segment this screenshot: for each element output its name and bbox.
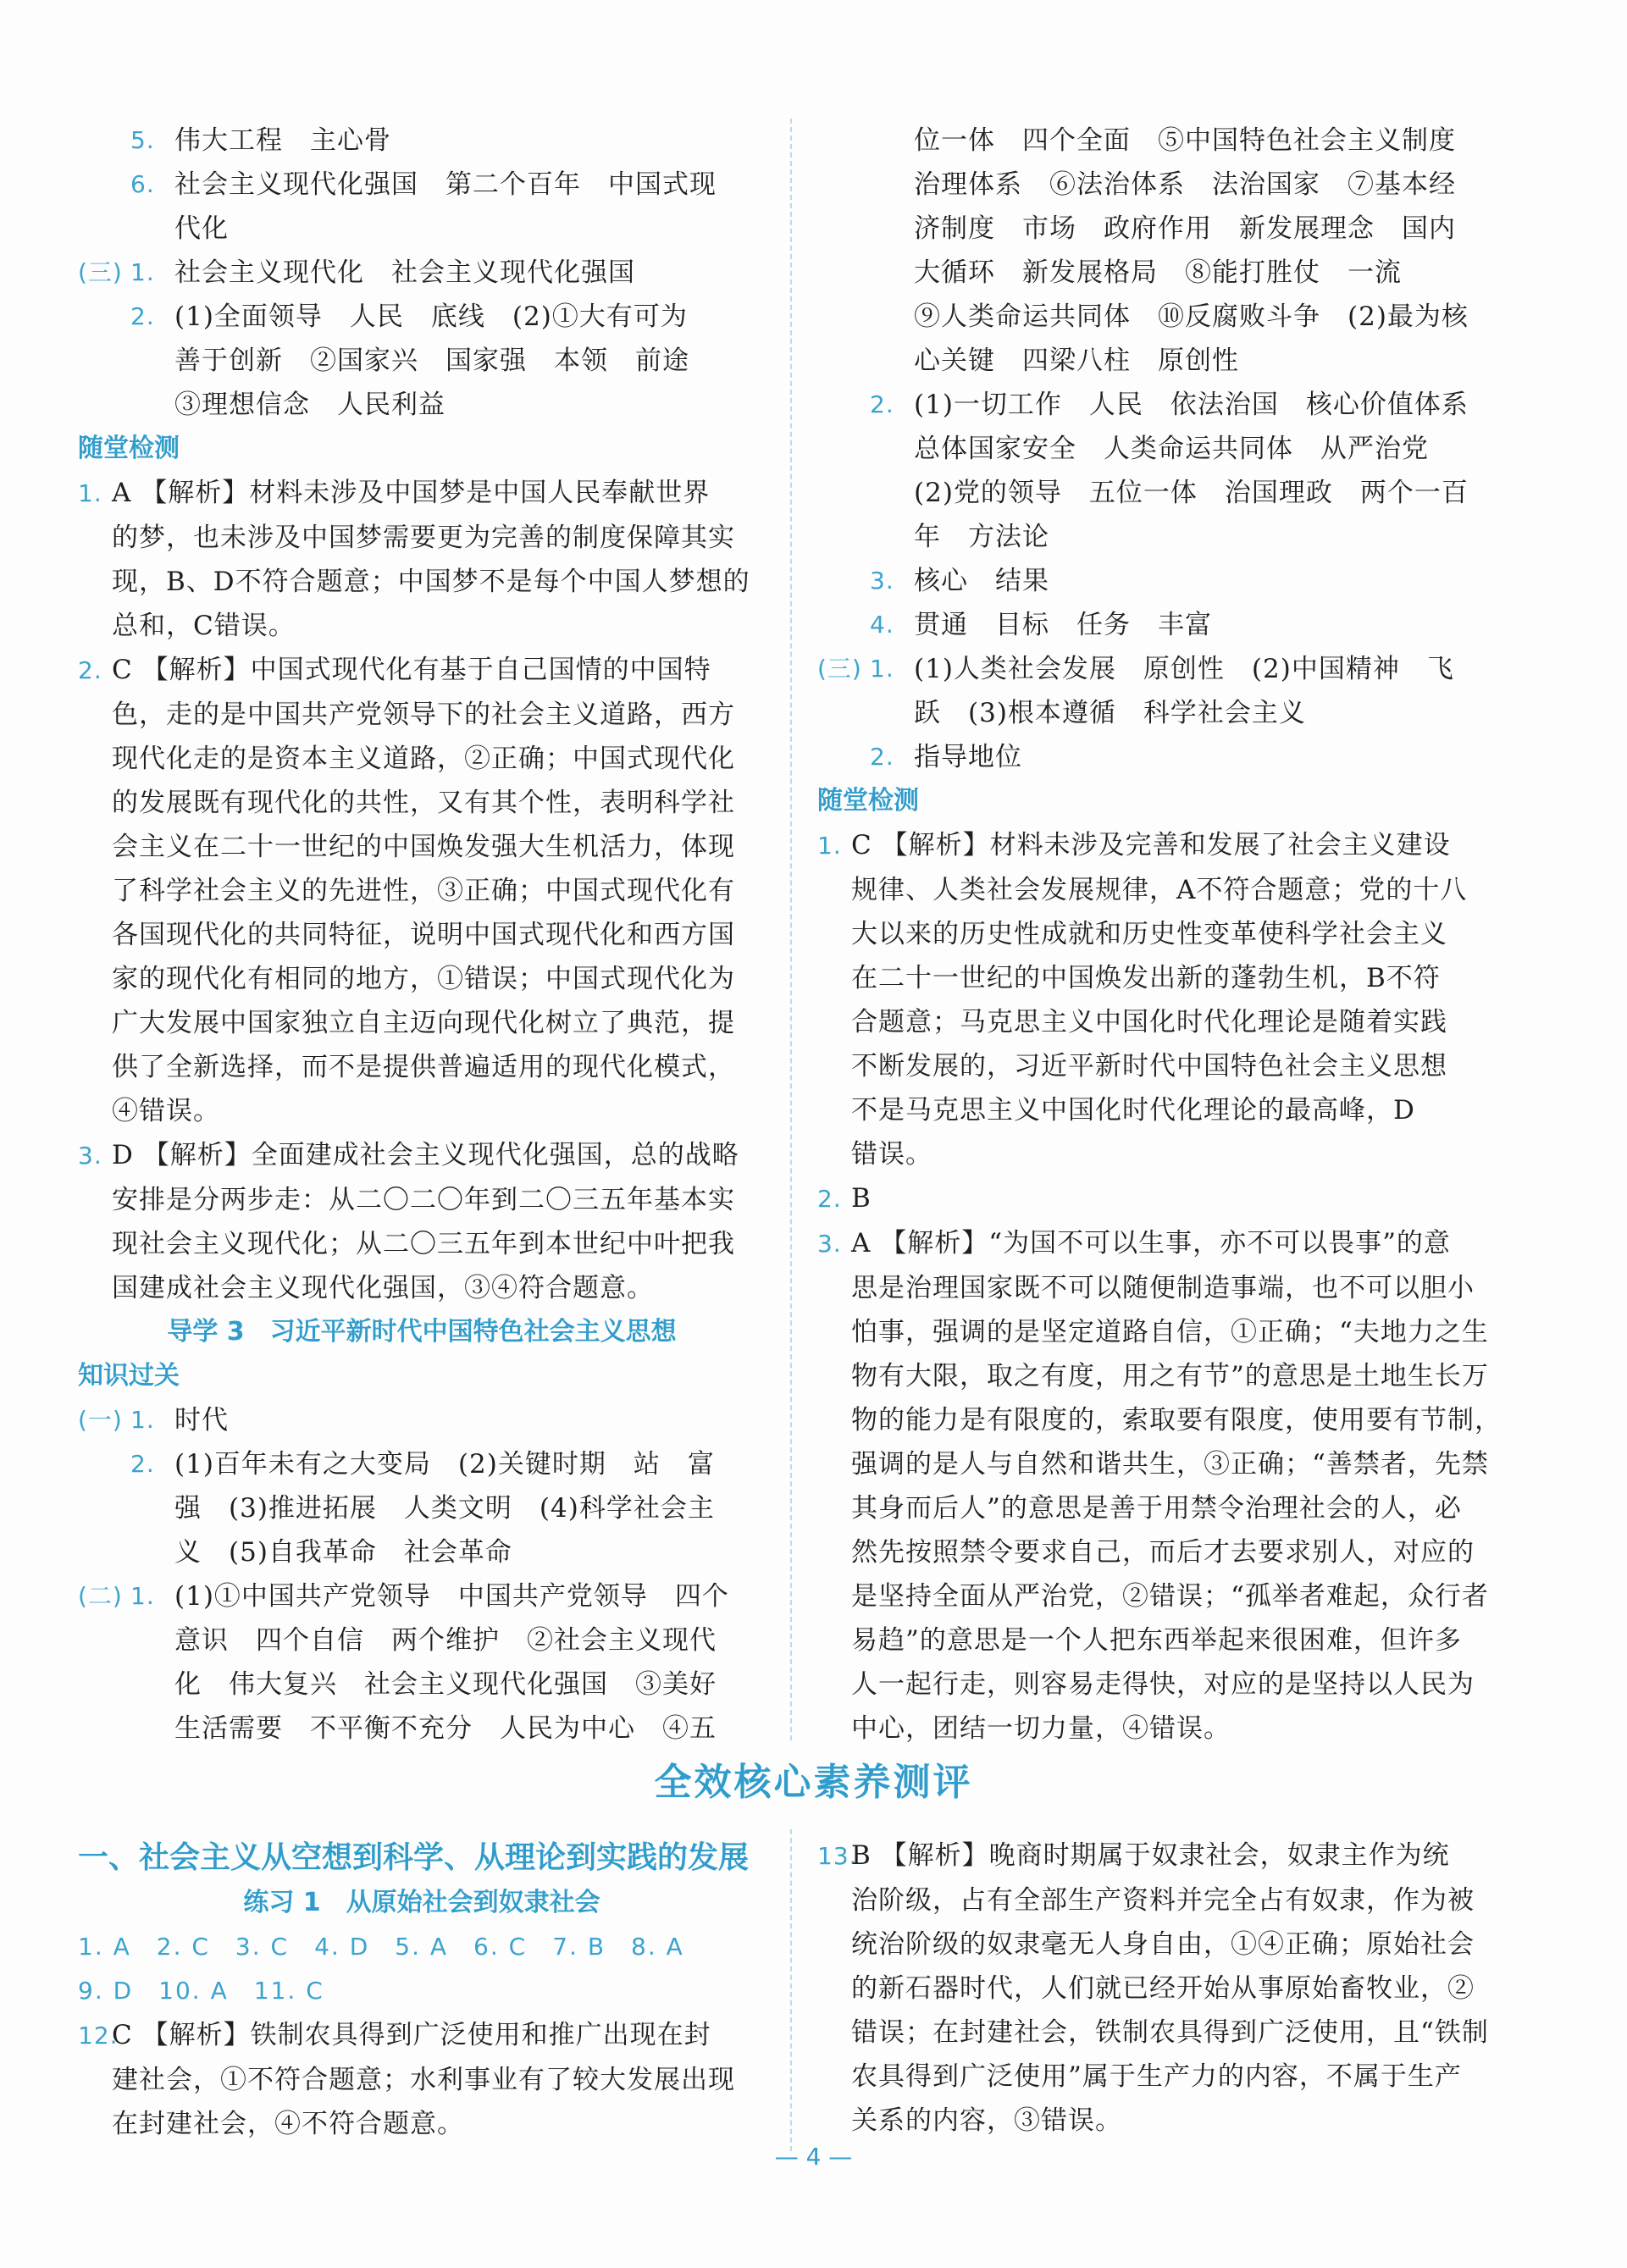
answer-continuation: 善于创新 ②国家兴 国家强 本领 前途: [174, 346, 689, 376]
item-number: 2.: [870, 390, 894, 418]
answer-continuation: 年 方法论: [914, 522, 1049, 552]
answer-line: [78, 1398, 766, 1442]
answer-continuation: 意识 四个自信 两个维护 ②社会主义现代: [174, 1625, 717, 1656]
question-number: 3.: [817, 1230, 842, 1258]
answer-line: [817, 647, 1514, 691]
answer-line: [817, 383, 1514, 427]
question-number: 13.: [817, 1842, 858, 1870]
answer-text: (1)一切工作 人民 依法治国 核心价值体系: [914, 390, 1469, 420]
answer-continuation: 治理体系 ⑥法治体系 法治国家 ⑦基本经: [914, 169, 1456, 200]
answer-line: [78, 119, 766, 163]
question-continuation: 安排是分两步走：从二〇二〇年到二〇三五年基本实: [112, 1185, 735, 1215]
question-continuation: 现代化走的是资本主义道路，②正确；中国式现代化: [112, 744, 735, 774]
question-number: 3.: [78, 1142, 102, 1170]
lesson-heading: 导学 3 习近平新时代中国特色社会主义思想: [167, 1317, 677, 1347]
question-continuation: 合题意；马克思主义中国化时代化理论是随着实践: [851, 1007, 1447, 1037]
banner-title: 全效核心素养测评: [654, 1761, 973, 1804]
question-continuation: 物有大限，取之有度，用之有节”的意思是土地生长万: [851, 1361, 1489, 1391]
answer-continuation: 位一体 四个全面 ⑤中国特色社会主义制度: [914, 125, 1456, 156]
answer-text: (1)人类社会发展 原创性 (2)中国精神 飞: [914, 654, 1454, 684]
question-continuation: 是坚持全面从严治党，②错误；“孤举者难起，众行者: [851, 1581, 1489, 1612]
section-heading: 随堂检测: [78, 434, 180, 463]
section-heading: 随堂检测: [817, 786, 919, 816]
question-number: 1.: [78, 479, 102, 507]
question-continuation: 现社会主义现代化；从二〇三五年到本世纪中叶把我: [112, 1229, 735, 1259]
question-line: [78, 648, 766, 693]
question-text: A 【解析】“为国不可以生事，亦不可以畏事”的意: [851, 1228, 1451, 1258]
section-number: (三): [817, 655, 862, 683]
question-continuation: 治阶级，占有全部生产资料并完全占有奴隶，作为被: [851, 1885, 1475, 1916]
item-number: 4.: [870, 611, 894, 639]
answer-line: [78, 1442, 766, 1486]
question-continuation: 国建成社会主义现代化强国，③④符合题意。: [112, 1273, 654, 1303]
answer-text: 时代: [174, 1405, 229, 1435]
answer-text: (1)全面领导 人民 底线 (2)①大有可为: [174, 301, 688, 332]
question-number: 12.: [78, 2022, 119, 2049]
answer-text: 社会主义现代化强国 第二个百年 中国式现: [174, 169, 717, 200]
answer-text: 伟大工程 主心骨: [174, 125, 391, 156]
question-continuation: 在封建社会，④不符合题意。: [112, 2109, 464, 2139]
question-text: C 【解析】材料未涉及完善和发展了社会主义建设: [851, 830, 1451, 860]
question-continuation: 然先按照禁令要求自己，而后才去要求别人，对应的: [851, 1537, 1475, 1568]
lesson-title: 练习 1 从原始社会到奴隶社会: [243, 1888, 600, 1917]
column-divider-bottom: [790, 1829, 792, 2151]
answer-continuation: 总体国家安全 人类命运共同体 从严治党: [914, 434, 1429, 464]
answer-continuation: 生活需要 不平衡不充分 人民为中心 ④五: [174, 1713, 717, 1744]
question-continuation: 物的能力是有限度的，索取要有限度，使用要有节制，: [851, 1405, 1502, 1435]
question-continuation: 统治阶级的奴隶毫无人身自由，①④正确；原始社会: [851, 1929, 1475, 1960]
question-line: [78, 2013, 766, 2058]
answer-text: 社会主义现代化 社会主义现代化强国: [174, 257, 635, 288]
question-text: C 【解析】铁制农具得到广泛使用和推广出现在封: [112, 2020, 711, 2050]
item-number: 5.: [130, 126, 155, 154]
question-continuation: 总和，C错误。: [112, 611, 296, 641]
question-continuation: ④错误。: [112, 1096, 220, 1126]
answer-text: 核心 结果: [914, 566, 1049, 596]
section-title: 一、社会主义从空想到科学、从理论到实践的发展: [78, 1839, 750, 1875]
bottom-left-column: [78, 1834, 766, 2146]
item-number: 2.: [870, 743, 894, 771]
left-column: [78, 119, 766, 1751]
question-continuation: 关系的内容，③错误。: [851, 2105, 1122, 2136]
question-number: 1.: [817, 832, 842, 860]
question-line: [78, 1133, 766, 1178]
answer-line: [817, 603, 1514, 647]
question-text: C 【解析】中国式现代化有基于自己国情的中国特: [112, 655, 711, 685]
question-continuation: 易趋”的意思是一个人把东西举起来很困难，但许多: [851, 1625, 1462, 1656]
question-text: D 【解析】全面建成社会主义现代化强国，总的战略: [112, 1140, 739, 1170]
question-continuation: 供了全新选择，而不是提供普遍适用的现代化模式，: [112, 1052, 735, 1082]
question-continuation: 错误；在封建社会，铁制农具得到广泛使用，且“铁制: [851, 2017, 1489, 2048]
question-continuation: 现，B、D不符合题意；中国梦不是每个中国人梦想的: [112, 567, 750, 597]
right-column: [817, 119, 1514, 1751]
question-continuation: 人一起行走，则容易走得快，对应的是坚持以人民为: [851, 1669, 1475, 1700]
question-continuation: 的梦，也未涉及中国梦需要更为完善的制度保障其实: [112, 523, 735, 553]
question-line: [817, 1176, 1514, 1221]
answer-line: [78, 251, 766, 295]
bottom-right-column: [817, 1834, 1514, 2143]
answer-continuation: ⑨人类命运共同体 ⑩反腐败斗争 (2)最为核: [914, 301, 1469, 332]
item-number: 1.: [870, 655, 894, 683]
answer-line: [817, 559, 1514, 603]
question-continuation: 色，走的是中国共产党领导下的社会主义道路，西方: [112, 700, 735, 730]
question-continuation: 中心，团结一切力量，④错误。: [851, 1713, 1231, 1744]
question-line: [817, 823, 1514, 868]
section-number: (一): [78, 1406, 123, 1434]
answer-continuation: 化 伟大复兴 社会主义现代化强国 ③美好: [174, 1669, 717, 1700]
question-continuation: 各国现代化的共同特征，说明中国式现代化和西方国: [112, 920, 735, 950]
question-continuation: 不是马克思主义中国化时代化理论的最高峰，D: [851, 1095, 1415, 1126]
section-number: (二): [78, 1582, 123, 1610]
question-continuation: 农具得到广泛使用”属于生产力的内容，不属于生产: [851, 2061, 1462, 2092]
question-continuation: 广大发展中国家独立自主迈向现代化树立了典范，提: [112, 1008, 735, 1038]
mcq-answers-line-1: 1. A 2. C 3. C 4. D 5. A 6. C 7. B 8. A: [78, 1933, 684, 1961]
question-continuation: 规律、人类社会发展规律，A不符合题意；党的十八: [851, 875, 1468, 905]
answer-continuation: 义 (5)自我革命 社会革命: [174, 1537, 512, 1568]
question-continuation: 建社会，①不符合题意；水利事业有了较大发展出现: [112, 2065, 735, 2095]
answer-text: (1)①中国共产党领导 中国共产党领导 四个: [174, 1581, 729, 1612]
item-number: 1.: [130, 1582, 155, 1610]
question-continuation: 在二十一世纪的中国焕发出新的蓬勃生机，B不符: [851, 963, 1441, 993]
question-continuation: 错误。: [851, 1139, 932, 1170]
question-continuation: 家的现代化有相同的地方，①错误；中国式现代化为: [112, 964, 735, 994]
answer-continuation: 心关键 四梁八柱 原创性: [914, 346, 1239, 376]
answer-line: [78, 163, 766, 207]
question-continuation: 怕事，强调的是坚定道路自信，①正确；“夫地力之生: [851, 1317, 1489, 1347]
item-number: 3.: [870, 567, 894, 595]
question-line: [817, 1221, 1514, 1266]
question-continuation: 的发展既有现代化的共性，又有其个性，表明科学社: [112, 788, 735, 818]
question-text: A 【解析】材料未涉及中国梦是中国人民奉献世界: [112, 478, 711, 508]
answer-line: [78, 1574, 766, 1618]
question-text: B 【解析】晚商时期属于奴隶社会，奴隶主作为统: [851, 1840, 1450, 1871]
section-number: (三): [78, 258, 123, 286]
question-text: B: [851, 1183, 872, 1214]
answer-continuation: (2)党的领导 五位一体 治国理政 两个一百: [914, 478, 1469, 508]
question-continuation: 的新石器时代，人们就已经开始从事原始畜牧业，②: [851, 1973, 1475, 2004]
answer-continuation: 大循环 新发展格局 ⑧能打胜仗 一流: [914, 257, 1402, 288]
question-continuation: 其身而后人”的意思是善于用禁令治理社会的人，必: [851, 1493, 1462, 1524]
question-line: [817, 1834, 1514, 1878]
answer-continuation: ③理想信念 人民利益: [174, 390, 445, 420]
section-heading: 知识过关: [78, 1361, 180, 1391]
question-continuation: 强调的是人与自然和谐共生，③正确；“善禁者，先禁: [851, 1449, 1489, 1480]
answer-continuation: 代化: [174, 213, 229, 244]
item-number: 2.: [130, 1450, 155, 1478]
column-divider: [790, 119, 792, 1740]
answer-text: 贯通 目标 任务 丰富: [914, 610, 1212, 640]
answer-continuation: 跃 (3)根本遵循 科学社会主义: [914, 698, 1306, 728]
item-number: 1.: [130, 258, 155, 286]
question-number: 2.: [817, 1185, 842, 1213]
answer-text: (1)百年未有之大变局 (2)关键时期 站 富: [174, 1449, 715, 1480]
question-continuation: 会主义在二十一世纪的中国焕发强大生机活力，体现: [112, 832, 735, 862]
page-number: — 4 —: [774, 2143, 853, 2171]
item-number: 1.: [130, 1406, 155, 1434]
question-continuation: 不断发展的，习近平新时代中国特色社会主义思想: [851, 1051, 1447, 1081]
answer-continuation: 济制度 市场 政府作用 新发展理念 国内: [914, 213, 1456, 244]
question-line: [78, 471, 766, 516]
question-continuation: 大以来的历史性成就和历史性变革使科学社会主义: [851, 919, 1447, 949]
item-number: 6.: [130, 170, 155, 198]
answer-continuation: 强 (3)推进拓展 人类文明 (4)科学社会主: [174, 1493, 715, 1524]
answer-line: [78, 295, 766, 339]
answer-text: 指导地位: [914, 742, 1022, 772]
question-continuation: 了科学社会主义的先进性，③正确；中国式现代化有: [112, 876, 735, 906]
mcq-answers-line-2: 9. D 10. A 11. C: [78, 1977, 324, 2005]
item-number: 2.: [130, 302, 155, 330]
question-continuation: 思是治理国家既不可以随便制造事端，也不可以胆小: [851, 1273, 1475, 1303]
answer-line: [817, 735, 1514, 779]
question-number: 2.: [78, 656, 102, 684]
